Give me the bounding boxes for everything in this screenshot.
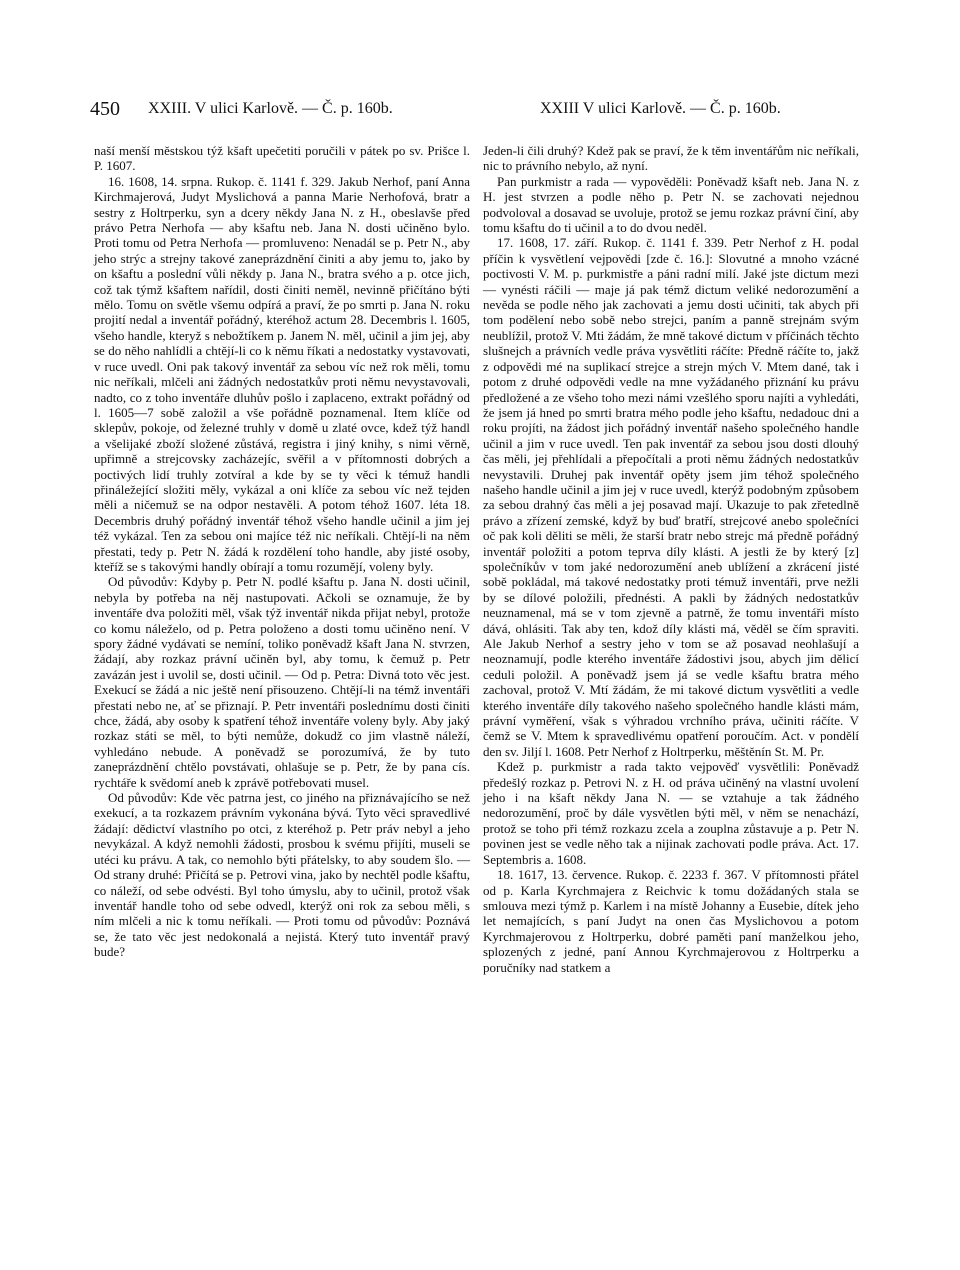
paragraph: Jeden-li čili druhý? Kdež pak se praví, že k těm inventářům nic neříkali, nic to právního nebylo, až nyní. bbox=[483, 143, 859, 174]
left-running-head: XXIII. V ulici Karlově. — Č. p. 160b. bbox=[148, 100, 393, 117]
entry-18: 18. 1617, 13. července. Rukop. č. 2233 f. 367. V přítomnosti přátel od p. Karla Kyrchmajera z Reichvic k tomu dožádaných stala se smlouva mezi týmž p. Karlem i na místě Johanny a Eusebie, dítek jeho let nemajících, s paní Judyt na onen čas Myslichovou a potom Kyrchmajerovou z Holtrperku, dobré paměti paní manželkou jeho, splozených z jedné, paní Annou Kyrchmajerovou z Holtrperku a poručníky nad statkem a bbox=[483, 867, 859, 975]
paragraph: Od původův: Kde věc patrna jest, co jiného na přiznávajícího se než exekucí, a ta rozkazem právním vykonána bývá. Tyto věci spravedlivé žádají: dědictví vlastního po otci, z kteréhož p. Petr práv nebyl a jeho nevykázal. A když nemohli žádosti, prosbou k svému přijíti, museli se utéci ku právu. A tak, co nemohlo býti přátelsky, to aby soudem šlo. — Od strany druhé: Přičítá se p. Petrovi vina, jako by nechtěl podle kšaftu, co náleží, od sebe odvésti. Byl toho úmyslu, aby to učinil, protož však inventář handle toho od sebe odvedl, kterýž oni rok za sebou měli, s ním mlčeli a nic k tomu neříkali. — Proti tomu od původův: Poznává se, že tato věc jest nedokonalá a nejistá. Který tuto inventář pravý bude? bbox=[94, 790, 470, 960]
paragraph: naší menší městskou týž kšaft upečetiti poručili v pátek po sv. Prišce l. P. 1607. bbox=[94, 143, 470, 174]
right-running-head: XXIII V ulici Karlově. — Č. p. 160b. bbox=[540, 100, 781, 117]
entry-17: 17. 1608, 17. září. Rukop. č. 1141 f. 339. Petr Nerhof z H. podal příčin k vysvětlení vejpovědi [zde č. 16.]: Slovutné a mnoho vzácné poctivosti V. M. p. purkmistře a páni radní milí. Jaké jste dictum mezi — vynésti ráčili — maje já pak témž dictum veliké nedorozumění a nevěda se podle něho jak zachovati a jemu dosti učiniti, tak abych při tom podělení nebo sobě nebo strejci, paním a panně strejnám svým neublížil, protož V. Mti žádám, že mně takové dictum v příčinách těchto slušnejch a právních vedle práva vysvětliti ráčíte: Předně ráčíte to, jakž z odpovědi mé na suplikací strejce a strejn mých V. Mtem dané, tak i potom z druhé odpovědi vedle na mne vyžádaného přiznání ku právu předložené a ze všeho toho mezi námi vzešlého sporu najíti a vyhledáti, že jsem já hned po smrti bratra mého podle jeho kšaftu, nedadouc dni a roku projíti, na žádost jich pořádný inventář našeho společného handle učinil a jim v ruce uvedl. Ten pak inventář za sebou jsou dosti dlouhý čas měli, jej přehlídali a přepočítali a proti němu žádných nedostatkův nevystavili. Druhej pak inventář opěty jsem jim téhož společného našeho handle učinil a jim jej v ruce uvedl, kterýž podobným způsobem za sebou drahný čas měli a jej posavad mají. Ukazuje to pak zřetedlně právo a zřízení zemské, když by buď bratří, strejcové anebo společníci oč pak koli děliti se měli, že starší bratr nebo strejc má předně pořádný inventář položiti a potom teprva díly klásti. A jestli že by který [z] společníkův v tom jaké nedorozumění aneb ublížení a zkrácení jisté sobě pokládal, má takové nedostatky proti témuž inventáři, prve nežli by se dílové položili, přednésti. A pakli by žádných nedostatkův neuznamenal, má se v tom zjevně a patrně, že tomu inventáři místo dává, ohlásiti. Tak aby ten, kdož díly klásti má, věděl se čím spraviti. Ale Jakub Nerhof a sestry jeho v tom se až posavad neohlašují a neoznamují, podle kterého inventáře žádostivi jsou, abych jim dělicí ceduli položil. A poněvadž jsem já se vedle kšaftu bratra mého zachoval, protož V. Mtí žádám, že mi takové dictum vysvětliti a vedle kterého inventáře díly takového našeho společného handle klásti mám, právní vyměření, však s výhradou vrchního práva, učiniti ráčíte. V čemž se V. Mtem k spravedlivému opatření poroučím. Act. v pondělí den sv. Jiljí l. 1608. Petr Nerhof z Holtrperku, měštěnín St. M. Pr. bbox=[483, 235, 859, 759]
paragraph: Kdež p. purkmistr a rada takto vejpověď vysvětlili: Poněvadž předešlý rozkaz p. Petrovi N. z H. od práva učiněný na vlastní uvolení jeho i na kšaft někdy Jana N. — se vztahuje a tak žádného nedorozumění, proč by dále vysvětlen býti měl, v něm se nenachází, protož se toho při témž rozkazu zcela a zouplna zůstavuje a p. Petr N. povinen jest se vedle něho tak a nijinak zachovati podle práva. Act. 17. Septembris a. 1608. bbox=[483, 759, 859, 867]
running-header bbox=[90, 98, 870, 122]
left-column bbox=[94, 143, 470, 960]
right-column bbox=[483, 143, 859, 975]
paragraph: Od původův: Kdyby p. Petr N. podlé kšaftu p. Jana N. dosti učinil, nebyla by potřeba na něj nastupovati. Ačkoli se oznamuje, že by inventáře dva položiti měl, však týž inventář nikda přijat nebyl, protože co komu náleželo, od p. Petra položeno a dosti tomu učiněno není. V spory žádné vydávati se nemíní, toliko poněvadž kšaft Jana N. stvrzen, žádají, aby rozkaz právní učiněn byl, aby tomu, k čemuž p. Petr zavázán jest i uvolil se, dosti učinil. — Od p. Petra: Divná toto věc jest. Exekucí se žádá a nic ještě není přisouzeno. Chtějí-li na témž inventáři přestati nebo ne, ať se přiznají. P. Petr inventáři poslednímu dosti činiti chce, žádá, aby osoby k spatření téhož inventáře voleny byly. Aby jaký rozkaz státi se měl, to býti nemůže, dokudž co jim vlastně náleží, vyhledáno nebude. A poněvadž se porozumívá, že by tuto zaneprázdnění chtělo povstávati, ohlašuje se p. Petr, že by pana cís. rychtáře k svědomí aneb k zprávě potřebovati musel. bbox=[94, 574, 470, 790]
entry-16: 16. 1608, 14. srpna. Rukop. č. 1141 f. 329. Jakub Nerhof, paní Anna Kirchmajerová, Judyt Myslichová a panna Marie Nerhofová, bratr a sestry z Holtrperku, syn a dcery někdy Jana N. z H., obeslavše před právo Petra Nerhofa — aby kšaftu neb. Jana N. dosti učiněno bylo. Proti tomu od Petra Nerhofa — promluveno: Nenadál se p. Petr N., aby jeho strýc a strejny takové zaneprázdnění činiti a aby jemu to, jako by on kšaftu a poslední vůli někdy p. Jana N., bratra svého a p. otce jich, což tak týmž kšaftem nařídil, dosti činiti neměl, nevinně přičítáno býti mělo. Tomu on světle všemu odpírá a praví, že po smrti p. Jana N. roku projití nedal a inventář pořádný, kteréhož actum 28. Decembris l. 1605, všeho handle, kteryž s nebožtíkem p. Janem N. měl, učinil a jim jej, aby se do něho nahlídli a chtějí-li co k němu říkati a nedostatky vystavovati, v ruce uvedl. Oni pak takový inventář za sebou víc než rok měli, tomu nic neříkali, mlčeli ani žádných nedostatkův proti němu nevystavovali, nadto, co z toho inventáře dluhův pošlo i zaplaceno, extrakt pořádný od l. 1605—7 sobě založil a vše pořádně poznamenal. Item klíče od sklepův, pokoje, od železné truhly v domě u zlaté ovce, kdež týž handl a všelijaké zboží složené zůstává, registra i jiný knihy, s nimi věrně, upřimně a strejcovsky zacházejíc, svěřil a v přítomnosti dobrých a poctivých lidí truhly zotvíral a kde by se ty věci k témuž handli přináležející složiti měly, vykázal a oni klíče za sebou víc než tejden měli a ničemuž se na odpor nestavěli. A potom téhož 1607. léta 18. Decembris druhý pořádný inventář téhož všeho handle učinil a jim jej též vykázal. Ten za sebou oni majíce též nic neříkali. Chtějí-li na něm přestati, tedy p. Petr N. žádá k rozdělení toho handle, aby jisté osoby, kteříž se s takovými handly obírají a tomu rozumějí, voleny byly. bbox=[94, 173, 470, 574]
page-number: 450 bbox=[90, 98, 120, 120]
paragraph: Pan purkmistr a rada — vypověděli: Poněvadž kšaft neb. Jana N. z H. jest stvrzen a podle něho p. Petr N. se zachovati nejednou podvoloval a dosavad se uvoluje, protož se jemu rozkaz právní činí, aby tomu kšaftu do ti učinil a to do dvou neděl. bbox=[483, 173, 859, 236]
